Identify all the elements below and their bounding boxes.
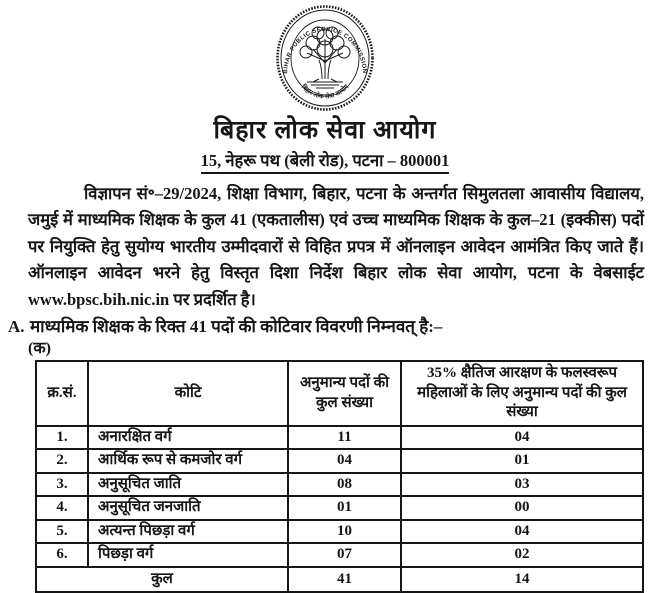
header-total-posts: अनुमान्य पदों की कुल संख्या [288,361,401,426]
cell-total: 07 [288,543,401,567]
table-row [36,543,643,567]
notification-paragraph: विज्ञापन सं॰–29/2024, शिक्षा विभाग, बिहार, पटना के अन्तर्गत सिमुलतला आवासीय विद्यालय, जमुई में माध्यमिक शिक्षक के कुल 41 (एकतालीस) एवं उच्च माध्यमिक शिक्षक के कुल–21 (इक्कीस) पदों पर नियुक्ति हेतु सुयोग्य भारतीय उम्मीदवारों से विहित प्रपत्र में ऑनलाइन आवेदन आमंत्रित किए जाते हैं। ऑनलाइन आवेदन भरने हेतु विस्तृत दिशा निर्देश बिहार लोक सेवा आयोग, पटना के वेबसाईट www.bpsc.bih.nic.in पर प्रदर्शित है। [28,183,644,309]
header-category: कोटि [88,361,288,426]
cell-total: 11 [288,426,401,450]
seal-bottom-text: बिहार लोक सेवा आयोग [299,83,351,101]
sub-label-ka: (क) [28,340,51,358]
page-title: बिहार लोक सेवा आयोग [213,117,437,144]
cell-category: अनुसूचित जाति [88,473,288,497]
cell-serial: 6. [36,543,88,567]
cell-total: 01 [288,496,401,520]
bpsc-seal-icon [275,5,375,111]
table-header-row [36,361,643,426]
cell-women: 03 [401,473,643,497]
cell-category: पिछड़ा वर्ग [88,543,288,567]
cell-total-label: कुल [36,567,288,592]
cell-total: 04 [288,449,401,473]
seal-top-text: BIHAR PUBLIC SERVICE COMMISSION [282,26,368,74]
cell-category: अनारक्षित वर्ग [88,426,288,450]
table-row [36,520,643,544]
table-row [36,473,643,497]
table-total-row [36,567,643,592]
cell-category: आर्थिक रूप से कमजोर वर्ग [88,449,288,473]
cell-women: 04 [401,426,643,450]
cell-total: 08 [288,473,401,497]
table-row [36,449,643,473]
cell-women: 00 [401,496,643,520]
address-line: 15, नेहरू पथ (बेली रोड), पटना – 800001 [201,148,450,174]
table-row [36,496,643,520]
header-serial: क्र.सं. [36,361,88,426]
header-women-posts: 35% क्षैतिज आरक्षण के फलस्वरूप महिलाओं के लिए अनुमान्य पदों की कुल संख्या [401,361,643,426]
section-a-text: माध्यमिक शिक्षक के रिक्त 41 पदों की कोटिवार विवरणी निम्नवत् है:– [30,317,443,337]
document-header [0,0,650,174]
cell-women: 04 [401,520,643,544]
cell-total: 10 [288,520,401,544]
cell-serial: 1. [36,426,88,450]
cell-serial: 4. [36,496,88,520]
cell-grand-total: 41 [288,567,401,592]
cell-grand-women: 14 [401,567,643,592]
address-line-wrap [0,148,650,174]
cell-women: 01 [401,449,643,473]
cell-category: अनुसूचित जनजाति [88,496,288,520]
cell-serial: 2. [36,449,88,473]
cell-category: अत्यन्त पिछड़ा वर्ग [88,520,288,544]
cell-women: 02 [401,543,643,567]
cell-serial: 3. [36,473,88,497]
section-a-label: A. [8,317,25,337]
vacancy-table [35,360,644,593]
section-a-heading [8,316,644,338]
cell-serial: 5. [36,520,88,544]
table-row [36,426,643,450]
